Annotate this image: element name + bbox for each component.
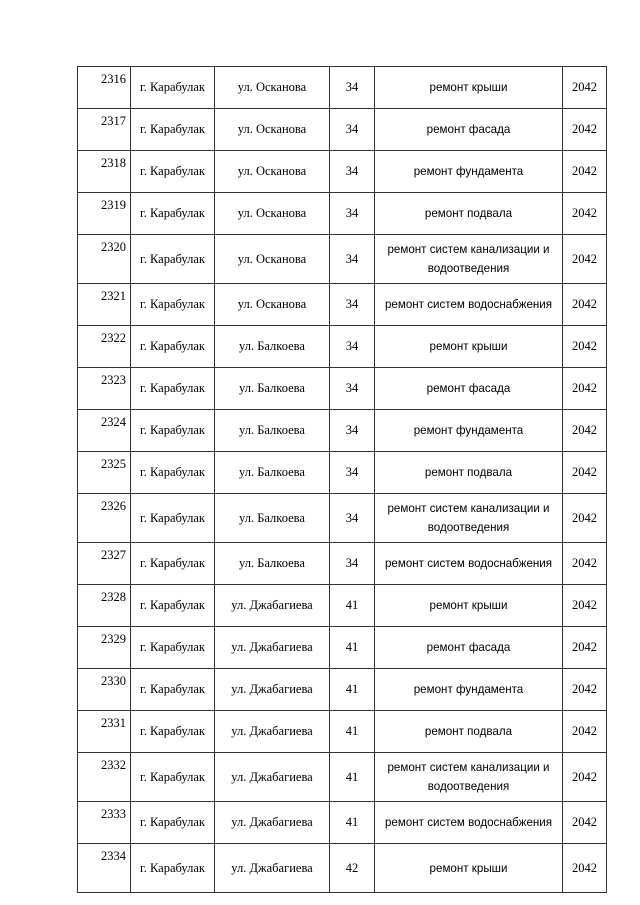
table-row: [78, 802, 607, 844]
row-number: 2317: [78, 109, 131, 151]
street-cell: ул. Осканова: [215, 151, 330, 193]
row-number: 2316: [78, 67, 131, 109]
house-cell: 41: [330, 711, 375, 753]
work-type-cell: ремонт фасада: [375, 627, 563, 669]
row-number: 2318: [78, 151, 131, 193]
work-type-cell: ремонт подвала: [375, 711, 563, 753]
work-type-cell: ремонт систем водоснабжения: [375, 284, 563, 326]
year-cell: 2042: [563, 844, 607, 893]
table-row: [78, 235, 607, 284]
year-cell: 2042: [563, 494, 607, 543]
house-cell: 34: [330, 410, 375, 452]
city-cell: г. Карабулак: [131, 711, 215, 753]
city-cell: г. Карабулак: [131, 543, 215, 585]
row-number: 2333: [78, 802, 131, 844]
year-cell: 2042: [563, 585, 607, 627]
row-number: 2325: [78, 452, 131, 494]
house-cell: 34: [330, 109, 375, 151]
work-type-cell: ремонт фундамента: [375, 151, 563, 193]
house-cell: 34: [330, 67, 375, 109]
street-cell: ул. Осканова: [215, 235, 330, 284]
city-cell: г. Карабулак: [131, 284, 215, 326]
table-row: [78, 669, 607, 711]
year-cell: 2042: [563, 109, 607, 151]
street-cell: ул. Джабагиева: [215, 844, 330, 893]
house-cell: 41: [330, 753, 375, 802]
street-cell: ул. Джабагиева: [215, 802, 330, 844]
work-type-cell: ремонт фасада: [375, 368, 563, 410]
table-row: [78, 543, 607, 585]
year-cell: 2042: [563, 151, 607, 193]
work-type-cell: ремонт крыши: [375, 67, 563, 109]
house-cell: 34: [330, 368, 375, 410]
table-body: [78, 67, 607, 893]
table-row: [78, 326, 607, 368]
work-type-cell: ремонт крыши: [375, 844, 563, 893]
street-cell: ул. Балкоева: [215, 543, 330, 585]
street-cell: ул. Осканова: [215, 67, 330, 109]
house-cell: 34: [330, 284, 375, 326]
work-type-cell: ремонт фасада: [375, 109, 563, 151]
street-cell: ул. Джабагиева: [215, 627, 330, 669]
city-cell: г. Карабулак: [131, 753, 215, 802]
city-cell: г. Карабулак: [131, 802, 215, 844]
table-row: [78, 67, 607, 109]
table-row: [78, 711, 607, 753]
year-cell: 2042: [563, 753, 607, 802]
street-cell: ул. Балкоева: [215, 368, 330, 410]
row-number: 2328: [78, 585, 131, 627]
city-cell: г. Карабулак: [131, 235, 215, 284]
street-cell: ул. Джабагиева: [215, 585, 330, 627]
street-cell: ул. Балкоева: [215, 494, 330, 543]
work-type-cell: ремонт крыши: [375, 585, 563, 627]
work-type-cell: ремонт крыши: [375, 326, 563, 368]
city-cell: г. Карабулак: [131, 669, 215, 711]
street-cell: ул. Осканова: [215, 193, 330, 235]
year-cell: 2042: [563, 410, 607, 452]
house-cell: 42: [330, 844, 375, 893]
house-cell: 34: [330, 193, 375, 235]
work-type-cell: ремонт подвала: [375, 193, 563, 235]
table-row: [78, 585, 607, 627]
table-row: [78, 494, 607, 543]
table-row: [78, 284, 607, 326]
row-number: 2326: [78, 494, 131, 543]
house-cell: 34: [330, 235, 375, 284]
row-number: 2322: [78, 326, 131, 368]
street-cell: ул. Джабагиева: [215, 669, 330, 711]
house-cell: 34: [330, 326, 375, 368]
year-cell: 2042: [563, 627, 607, 669]
work-type-cell: ремонт подвала: [375, 452, 563, 494]
street-cell: ул. Балкоева: [215, 410, 330, 452]
row-number: 2324: [78, 410, 131, 452]
year-cell: 2042: [563, 669, 607, 711]
table-row: [78, 844, 607, 893]
table-row: [78, 627, 607, 669]
house-cell: 41: [330, 802, 375, 844]
city-cell: г. Карабулак: [131, 326, 215, 368]
table-row: [78, 109, 607, 151]
city-cell: г. Карабулак: [131, 368, 215, 410]
row-number: 2321: [78, 284, 131, 326]
street-cell: ул. Балкоева: [215, 452, 330, 494]
work-type-cell: ремонт систем канализации и водоотведения: [375, 235, 563, 284]
house-cell: 34: [330, 151, 375, 193]
year-cell: 2042: [563, 543, 607, 585]
house-cell: 34: [330, 494, 375, 543]
repair-schedule-table: [77, 66, 607, 893]
year-cell: 2042: [563, 67, 607, 109]
work-type-cell: ремонт систем водоснабжения: [375, 802, 563, 844]
table-row: [78, 753, 607, 802]
row-number: 2334: [78, 844, 131, 893]
street-cell: ул. Джабагиева: [215, 711, 330, 753]
city-cell: г. Карабулак: [131, 109, 215, 151]
row-number: 2331: [78, 711, 131, 753]
house-cell: 41: [330, 627, 375, 669]
row-number: 2327: [78, 543, 131, 585]
year-cell: 2042: [563, 284, 607, 326]
year-cell: 2042: [563, 235, 607, 284]
city-cell: г. Карабулак: [131, 844, 215, 893]
city-cell: г. Карабулак: [131, 585, 215, 627]
year-cell: 2042: [563, 452, 607, 494]
street-cell: ул. Осканова: [215, 109, 330, 151]
work-type-cell: ремонт фундамента: [375, 669, 563, 711]
year-cell: 2042: [563, 802, 607, 844]
city-cell: г. Карабулак: [131, 67, 215, 109]
table-row: [78, 452, 607, 494]
house-cell: 34: [330, 452, 375, 494]
year-cell: 2042: [563, 193, 607, 235]
row-number: 2332: [78, 753, 131, 802]
year-cell: 2042: [563, 326, 607, 368]
work-type-cell: ремонт систем канализации и водоотведения: [375, 753, 563, 802]
street-cell: ул. Балкоева: [215, 326, 330, 368]
row-number: 2320: [78, 235, 131, 284]
city-cell: г. Карабулак: [131, 410, 215, 452]
house-cell: 34: [330, 543, 375, 585]
table-row: [78, 410, 607, 452]
work-type-cell: ремонт систем водоснабжения: [375, 543, 563, 585]
house-cell: 41: [330, 669, 375, 711]
city-cell: г. Карабулак: [131, 494, 215, 543]
city-cell: г. Карабулак: [131, 151, 215, 193]
work-type-cell: ремонт фундамента: [375, 410, 563, 452]
city-cell: г. Карабулак: [131, 452, 215, 494]
city-cell: г. Карабулак: [131, 627, 215, 669]
year-cell: 2042: [563, 711, 607, 753]
house-cell: 41: [330, 585, 375, 627]
table-row: [78, 193, 607, 235]
table-row: [78, 368, 607, 410]
street-cell: ул. Осканова: [215, 284, 330, 326]
row-number: 2329: [78, 627, 131, 669]
work-type-cell: ремонт систем канализации и водоотведения: [375, 494, 563, 543]
row-number: 2323: [78, 368, 131, 410]
street-cell: ул. Джабагиева: [215, 753, 330, 802]
year-cell: 2042: [563, 368, 607, 410]
table-row: [78, 151, 607, 193]
row-number: 2319: [78, 193, 131, 235]
city-cell: г. Карабулак: [131, 193, 215, 235]
row-number: 2330: [78, 669, 131, 711]
